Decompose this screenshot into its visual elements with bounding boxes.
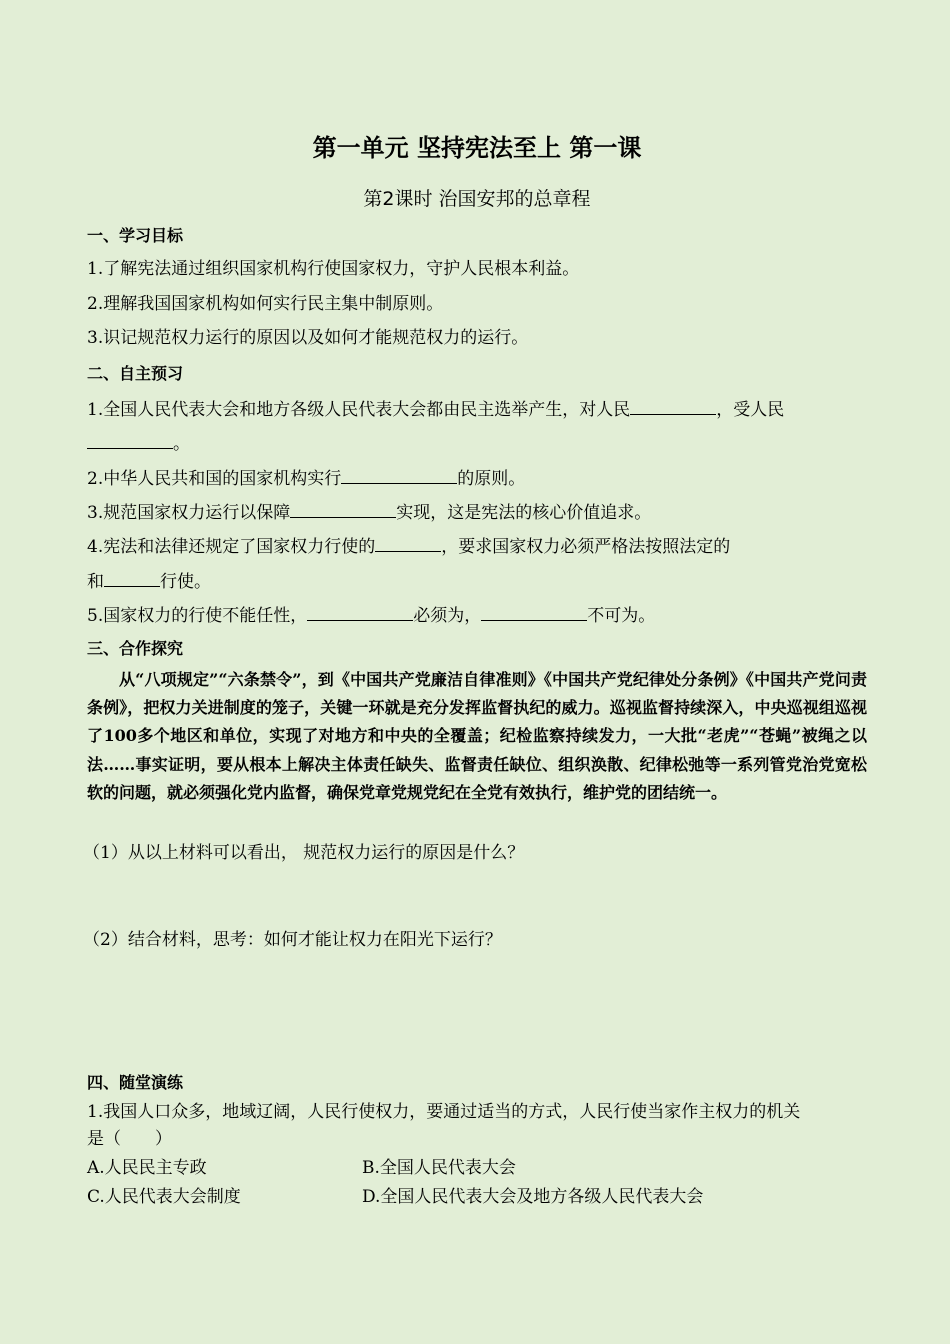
preview-question-1-cont <box>87 431 190 455</box>
question-text: 4.宪法和法律还规定了国家权力行使的 <box>87 537 376 557</box>
question-text: 不可为。 <box>587 606 656 626</box>
inquiry-question-2: （2）结合材料，思考：如何才能让权力在阳光下运行？ <box>83 930 502 950</box>
section-heading-objectives: 一、学习目标 <box>87 226 184 245</box>
objective-item: 1.了解宪法通过组织国家机构行使国家权力，守护人民根本利益。 <box>87 259 580 279</box>
objective-item: 2.理解我国国家机构如何实行民主集中制原则。 <box>87 294 444 314</box>
page-title: 第一单元 坚持宪法至上 第一课 <box>312 134 642 162</box>
fill-blank[interactable] <box>290 500 396 518</box>
fill-blank[interactable] <box>375 534 441 552</box>
question-text: 行使。 <box>160 572 211 592</box>
section-heading-preview: 二、自主预习 <box>87 364 184 383</box>
preview-question-4 <box>87 534 730 558</box>
option-a[interactable]: A.人民民主专政 <box>87 1158 207 1178</box>
question-text: ，要求国家权力必须严格法按照法定的 <box>441 537 731 557</box>
preview-question-3 <box>87 500 651 524</box>
practice-question-1: 1.我国人口众多，地域辽阔，人民行使权力，要通过适当的方式，人民行使当家作主权力的机关 <box>87 1102 801 1122</box>
preview-question-1 <box>87 397 784 421</box>
fill-blank[interactable] <box>104 569 160 587</box>
fill-blank[interactable] <box>481 603 587 621</box>
question-text: 。 <box>173 434 190 454</box>
question-text: 必须为， <box>413 606 482 626</box>
fill-blank[interactable] <box>307 603 413 621</box>
practice-question-1-cont: 是（ ） <box>87 1129 172 1149</box>
question-text: 的原则。 <box>457 469 526 489</box>
page-subtitle: 第2课时 治国安邦的总章程 <box>363 188 591 210</box>
fill-blank[interactable] <box>87 431 173 449</box>
option-b[interactable]: B.全国人民代表大会 <box>362 1158 516 1178</box>
question-text: 和 <box>87 572 104 592</box>
question-text: 5.国家权力的行使不能任性， <box>87 606 308 626</box>
objective-item: 3.识记规范权力运行的原因以及如何才能规范权力的运行。 <box>87 328 529 348</box>
section-heading-inquiry: 三、合作探究 <box>87 639 184 658</box>
option-d[interactable]: D.全国人民代表大会及地方各级人民代表大会 <box>362 1187 704 1207</box>
fill-blank[interactable] <box>341 466 457 484</box>
question-text: 实现，这是宪法的核心价值追求。 <box>396 503 652 523</box>
preview-question-2 <box>87 466 525 490</box>
question-text: 1.全国人民代表大会和地方各级人民代表大会都由民主选举产生，对人民 <box>87 400 631 420</box>
preview-question-4-cont <box>87 569 211 593</box>
option-c[interactable]: C.人民代表大会制度 <box>87 1187 241 1207</box>
question-text: 3.规范国家权力运行以保障 <box>87 503 291 523</box>
question-text: 2.中华人民共和国的国家机构实行 <box>87 469 342 489</box>
question-text: ，受人民 <box>716 400 785 420</box>
fill-blank[interactable] <box>630 397 716 415</box>
inquiry-material: 从“八项规定”“六条禁令”，到《中国共产党廉洁自律准则》《中国共产党纪律处分条例》《中国共产党问责条例》，把权力关进制度的笼子，关键一环就是充分发挥监督执纪的威力。巡视监督持续深入，中央巡视组巡视了100多个地区和单位，实现了对地方和中央的全覆盖；纪检监察持续发力，一大批“老虎”“苍蝇”被绳之以法……事实证明，要从根本上解决主体责任缺失、监督责任缺位、组织涣散、纪律松弛等一系列管党治党宽松软的问题，就必须强化党内监督，确保党章党规党纪在全党有效执行，维护党的团结统一。 <box>87 670 867 802</box>
preview-question-5 <box>87 603 655 627</box>
inquiry-question-1: （1）从以上材料可以看出， 规范权力运行的原因是什么？ <box>83 843 525 863</box>
section-heading-practice: 四、随堂演练 <box>87 1073 184 1092</box>
